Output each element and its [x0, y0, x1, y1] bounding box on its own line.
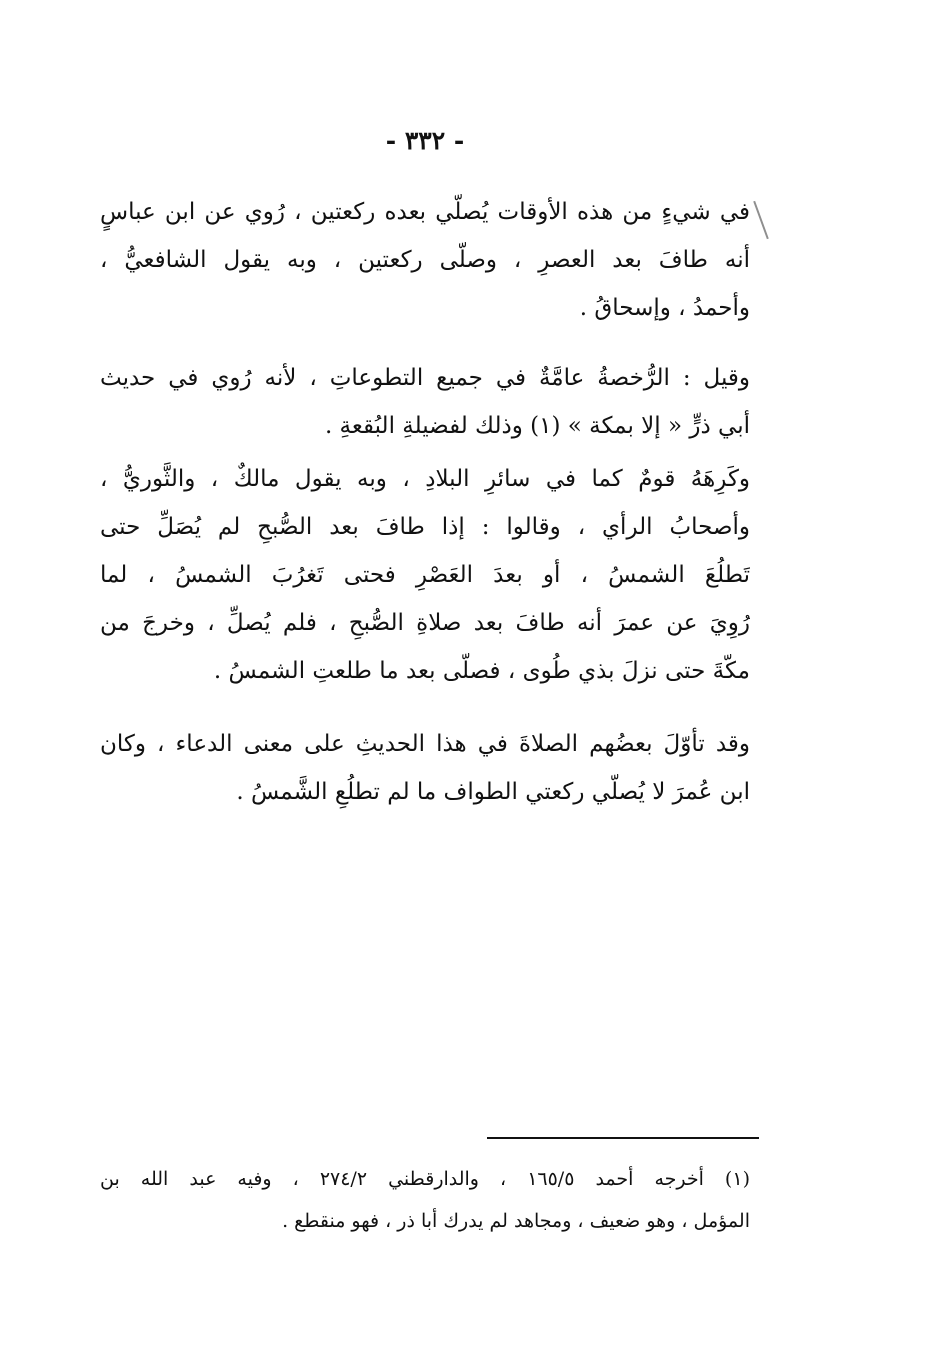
text-line: وأحمدُ ، وإسحاقُ .: [579, 295, 750, 321]
text-line: أنه طافَ بعد العصرِ ، وصلّى ركعتين ، وبه يقول الشافعيُّ ،: [100, 247, 750, 273]
footnote-line: (١) أخرجه أحمد ١٦٥/٥ ، والدارقطني ٢٧٤/٢ ، وفيه عبد الله بن: [100, 1168, 750, 1190]
text-line: رُوِيَ عن عمرَ أنه طافَ بعد صلاةِ الصُّبحِ ، فلم يُصلِّ ، وخرجَ من: [100, 610, 750, 636]
text-line: مكّةَ حتى نزلَ بذي طُوى ، فصلّى بعد ما طلعتِ الشمسُ .: [213, 658, 750, 684]
text-line: وكَرِهَهُ قومٌ كما في سائرِ البلادِ ، وبه يقول مالكٌ ، والثَّوريُّ ،: [100, 466, 750, 492]
text-line: ابن عُمرَ لا يُصلّي ركعتي الطواف ما لم تطلُعِ الشَّمسُ .: [236, 779, 750, 805]
paragraph-3: [100, 455, 750, 695]
footnote-line: المؤمل ، وهو ضعيف ، ومجاهد لم يدرك أبا ذر ، فهو منقطع .: [282, 1210, 750, 1232]
footnote-1: [100, 1158, 750, 1242]
text-line: تَطلُعَ الشمسُ ، أو بعدَ العَصْرِ فحتى تَغرُبَ الشمسُ ، لما: [100, 562, 750, 588]
text-line: وقيل : الرُّخصةُ عامَّةٌ في جميع التطوعاتِ ، لأنه رُوي في حديث: [100, 365, 750, 391]
page-number: - ٣٣٢ -: [385, 126, 465, 155]
text-line: أبي ذرٍّ « إلا بمكة » (١) وذلك لفضيلةِ البُقعةِ .: [324, 413, 750, 439]
margin-mark: [753, 201, 769, 239]
text-line: وأصحابُ الرأي ، وقالوا : إذا طافَ بعد الصُّبحِ لم يُصَلِّ حتى: [100, 514, 750, 540]
footnote-divider: [487, 1137, 759, 1139]
paragraph-1: [100, 188, 750, 332]
text-line: وقد تأوّلَ بعضُهم الصلاةَ في هذا الحديثِ على معنى الدعاء ، وكان: [100, 731, 750, 757]
text-line: في شيءٍ من هذه الأوقات يُصلّي بعده ركعتين ، رُوي عن ابن عباسٍ: [100, 199, 750, 225]
paragraph-2: [100, 354, 750, 450]
paragraph-4: [100, 720, 750, 816]
